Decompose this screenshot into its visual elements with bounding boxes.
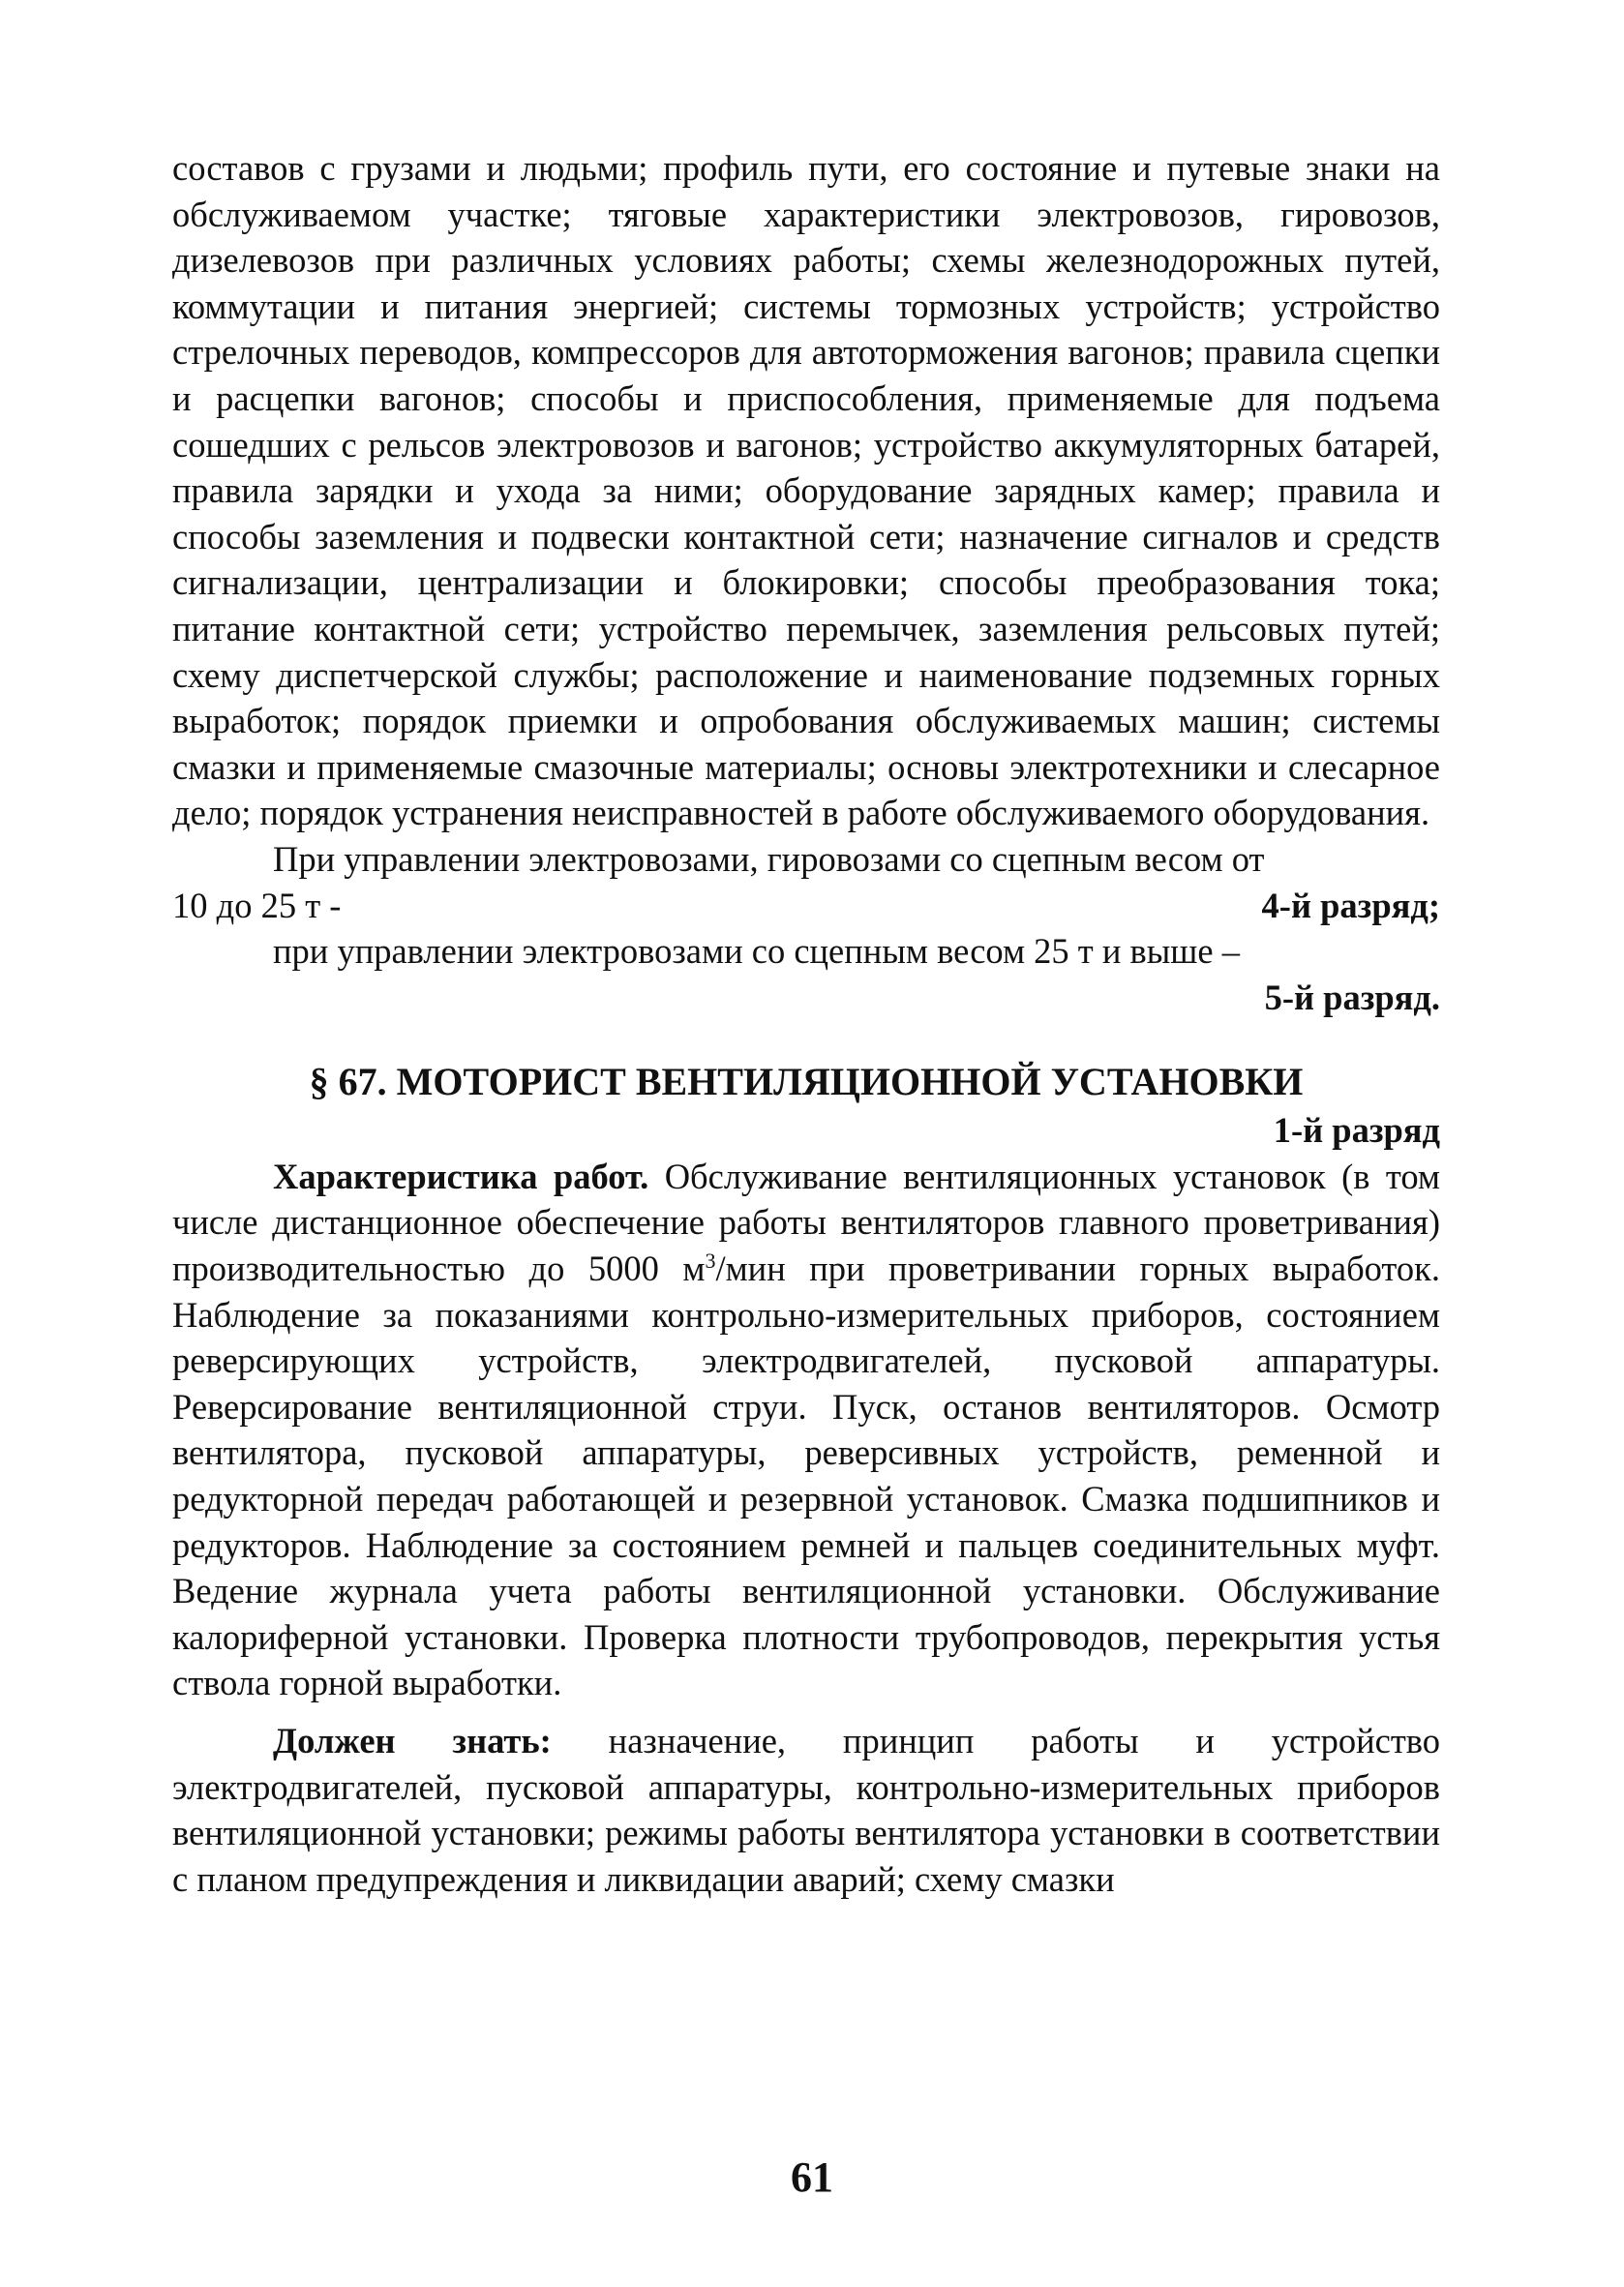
grade-a-line2 — [172, 883, 1440, 929]
section-title: § 67. МОТОРИСТ ВЕНТИЛЯЦИОННОЙ УСТАНОВКИ — [309, 1060, 1304, 1104]
grade-a-line1: При управлении электровозами, гировозами со сцепным весом от — [273, 838, 1265, 879]
grade-b-line1: при управлении электровозами со сцепным весом 25 т и выше – — [273, 931, 1240, 972]
work-characteristics-paragraph — [172, 1154, 1440, 1706]
page-body — [172, 145, 1440, 1902]
work-label: Характеристика работ. — [273, 1156, 649, 1196]
continuation-paragraph: составов с грузами и людьми; профиль пути, его состояние и путевые знаки на обслуживаемом участке; тяговые характеристики электровозов, гировозов, дизелевозов при различных условиях работы; схемы железнодорожных путей, коммутации и питания энергией; системы тормозных устройств; устройство стрелочных переводов, компрессоров для автоторможения вагонов; правила сцепки и расцепки вагонов; способы и приспособления, применяемые для подъема сошедших с рельсов электровозов и вагонов; устройство аккумуляторных батарей, правила зарядки и ухода за ними; оборудование зарядных камер; правила и способы заземления и подвески контактной сети; назначение сигналов и средств сигнализации, централизации и блокировки; способы преобразования тока; питание контактной сети; устройство перемычек, заземления рельсовых путей; схему диспетчерской службы; расположение и наименование подземных горных выработок; порядок приемки и опробования обслуживаемых машин; системы смазки и применяемые смазочные материалы; основы электротехники и слесарное дело; порядок устранения неисправностей в работе обслуживаемого оборудования. — [172, 148, 1440, 833]
know-text: назначение, принцип работы и устройство электродвигателей, пусковой аппаратуры, контрольно-измерительных приборов вентиляционной установки; режимы работы вентилятора установки в соответствии с планом предупреждения и ликвидации аварий; схему смазки — [172, 1721, 1440, 1899]
grade-a-rank: 4-й разряд; — [1261, 885, 1440, 925]
section-rank: 1-й разряд — [1273, 1110, 1440, 1151]
know-label: Должен знать: — [273, 1721, 552, 1760]
must-know-paragraph — [172, 1718, 1440, 1902]
work-text-1: Обслуживание вентиляционных установок (в том числе дистанционное обеспечение работы вентиляторов главного проветривания) производительностью до 5000 м — [172, 1156, 1440, 1289]
work-text-2: /мин при проветривании горных выработок. Наблюдение за показаниями контрольно-измерительных приборов, состоянием реверсирующих устройств, электродвигателей, пусковой аппаратуры. Реверсирование вентиляционной струи. Пуск, останов вентиляторов. Осмотр вентилятора, пусковой аппаратуры, реверсивных устройств, ременной и редукторной передач работающей и резервной установок. Смазка подшипников и редукторов. Наблюдение за состоянием ремней и пальцев соединительных муфт. Ведение журнала учета работы вентиляционной установки. Обслуживание калориферной установки. Проверка плотности трубопроводов, перекрытия устья ствола горной выработки. — [172, 1249, 1440, 1703]
work-superscript: 3 — [705, 1248, 716, 1273]
grade-b-rank: 5-й разряд. — [1264, 977, 1440, 1017]
page-number: 61 — [791, 2153, 833, 2201]
grade-a-weight: 10 до 25 т - — [172, 885, 342, 925]
grade-b-line2 — [172, 975, 1440, 1021]
